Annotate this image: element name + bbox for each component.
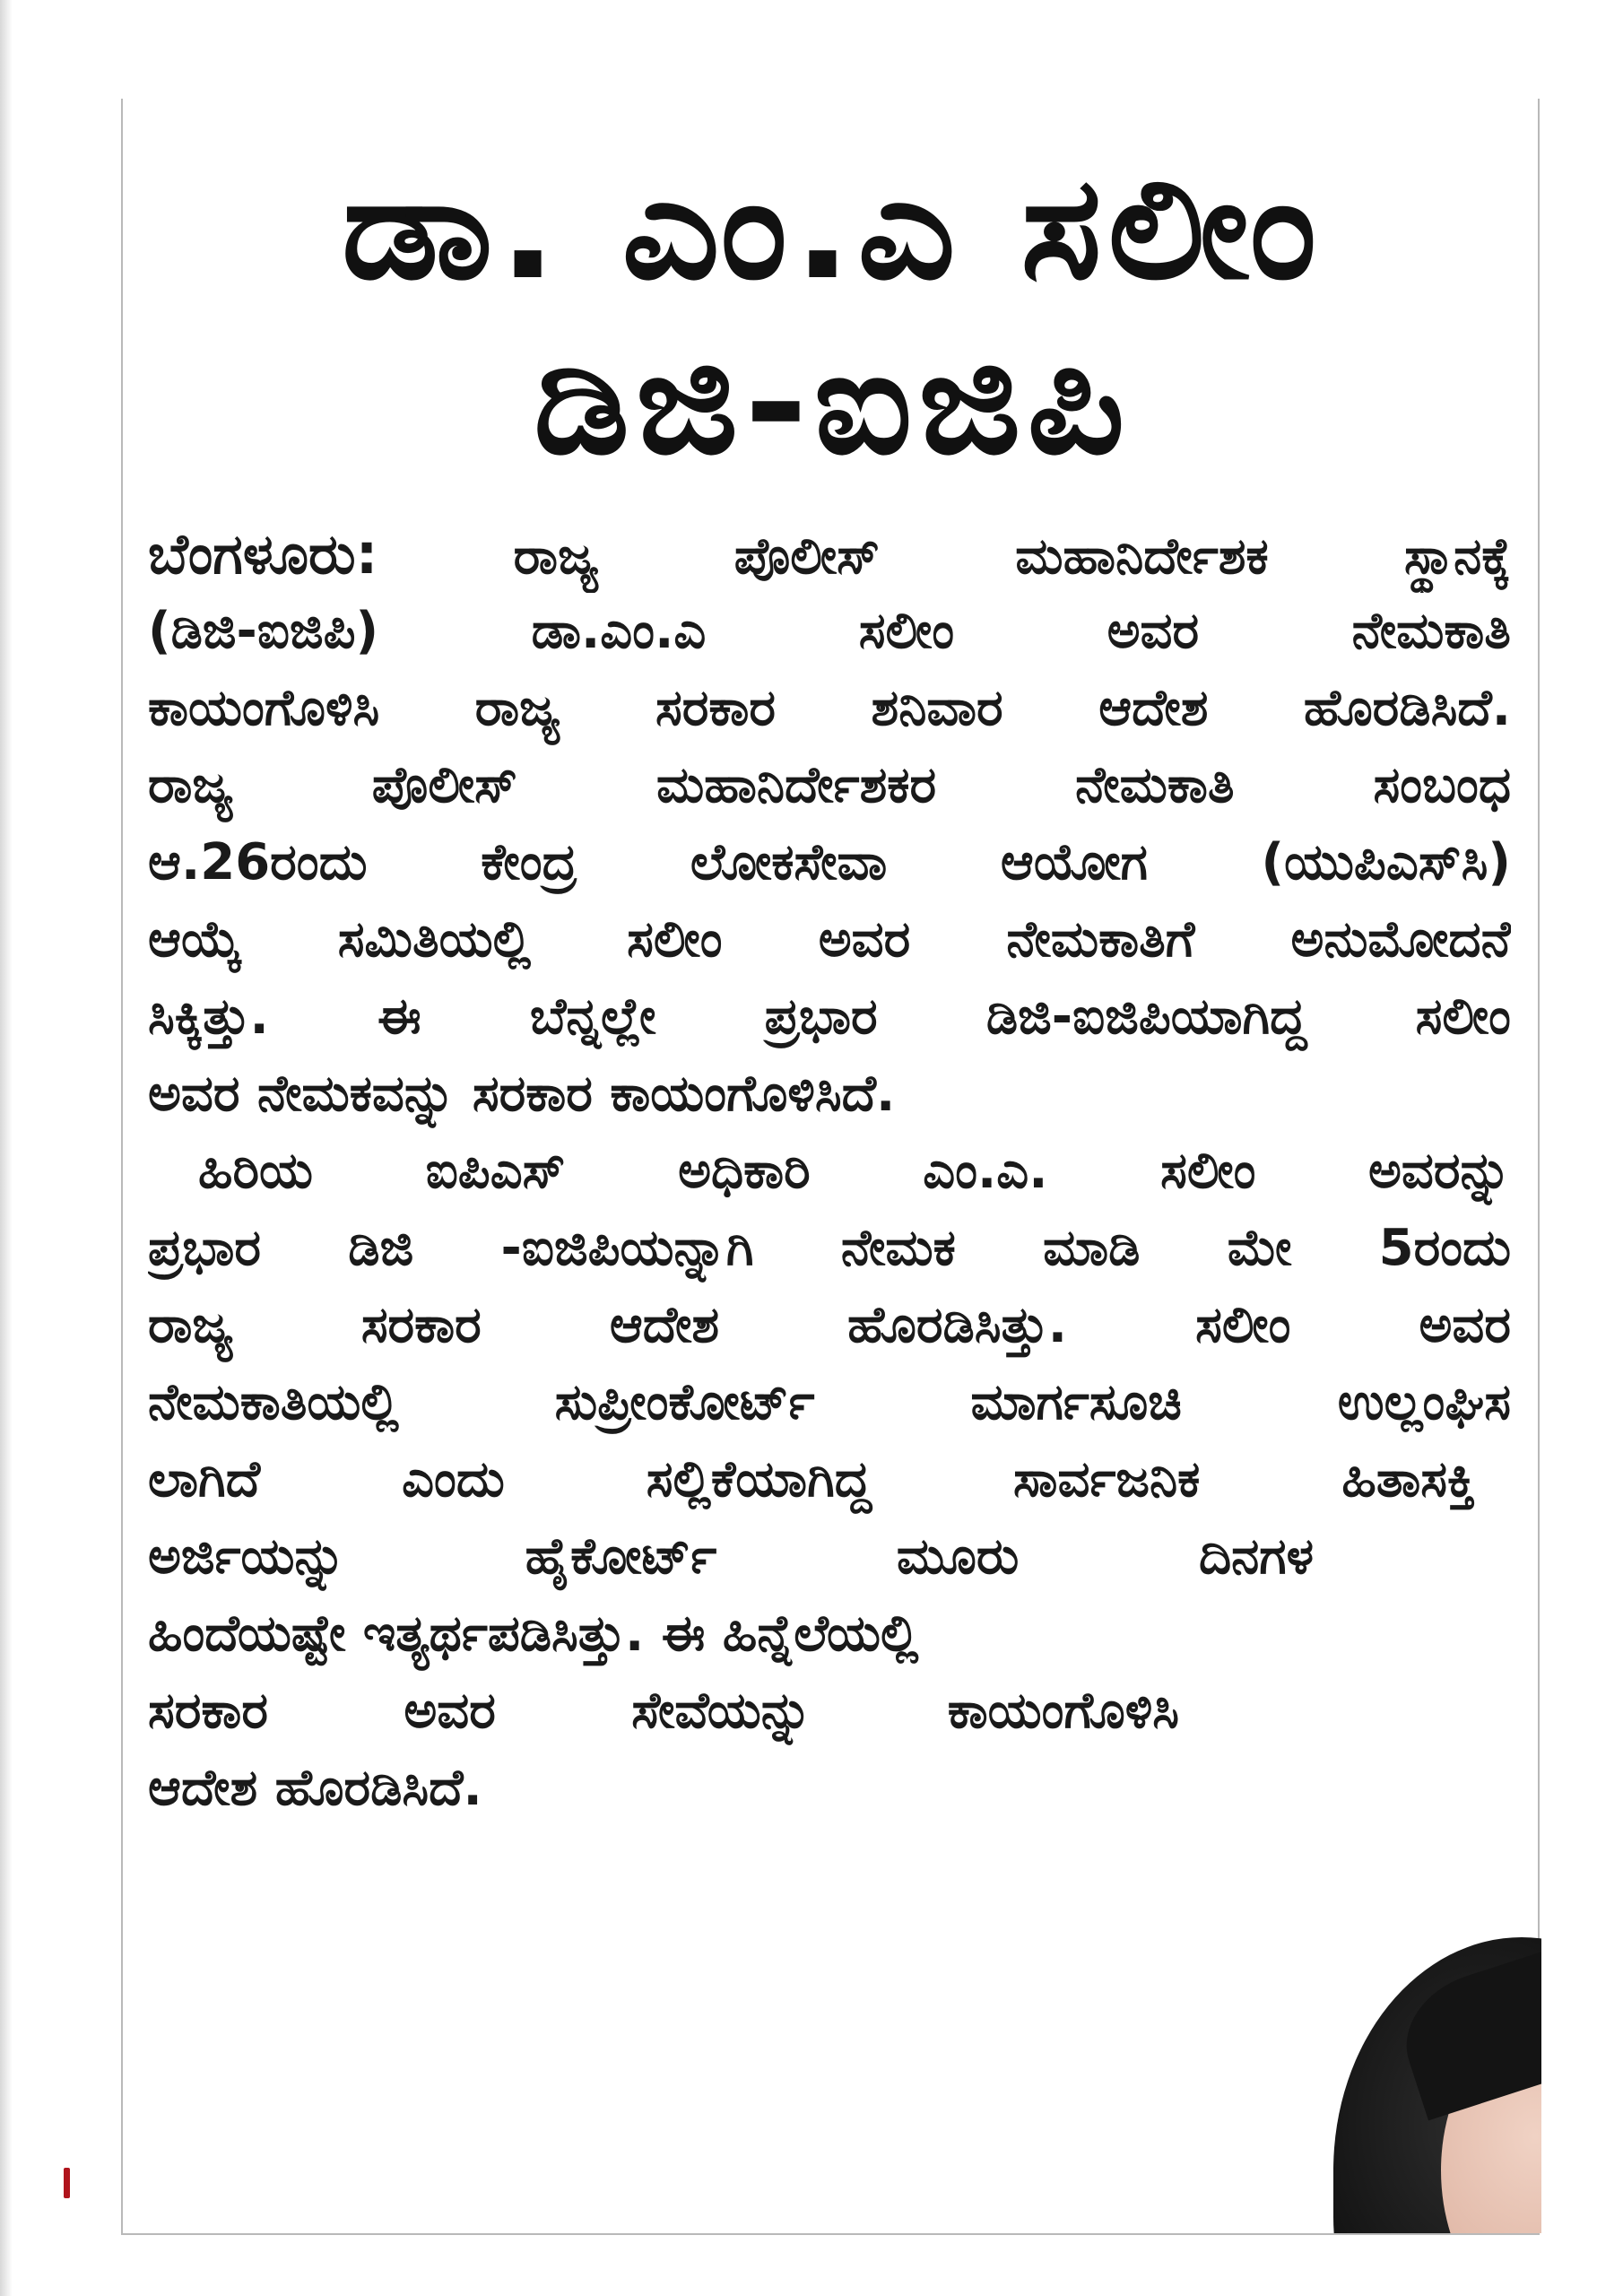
article-line: ಹಿರಿಯ ಐಪಿಎಸ್ ಅಧಿಕಾರಿ ಎಂ.ಎ. ಸಲೀಂ ಅವರನ್ನು [198,1142,1511,1200]
article-line: ನೇಮಕಾತಿಯಲ್ಲಿ ಸುಪ್ರೀಂಕೋರ್ಟ್ ಮಾರ್ಗಸೂಚಿ ಉಲ್ಲಂಘಿಸ [148,1373,1511,1431]
article-line: ಲಾಗಿದೆ ಎಂದು ಸಲ್ಲಿಕೆಯಾಗಿದ್ದ ಸಾರ್ವಜನಿಕ ಹಿತಾಸಕ್ತಿ [148,1450,1475,1509]
headline-line-2: ಡಿಜಿ-ಐಜಿಪಿ [533,321,1132,486]
article-line: ಹಿಂದೆಯಷ್ಟೇ ಇತ್ಯರ್ಥಪಡಿಸಿತ್ತು. ಈ ಹಿನ್ನೆಲೆಯಲ್ಲಿ [148,1605,919,1663]
red-scan-mark [64,2168,70,2198]
article-line: ಆ.26ರಂದು ಕೇಂದ್ರ ಲೋಕಸೇವಾ ಆಯೋಗ (ಯುಪಿಎಸ್‌ಸಿ) [148,833,1511,891]
article-line: ಸಿಕ್ಕಿತ್ತು. ಈ ಬೆನ್ನಲ್ಲೇ ಪ್ರಭಾರ ಡಿಜಿ-ಐಜಿಪಿಯಾಗಿದ್ದ ಸಲೀಂ [148,987,1511,1046]
article-body [148,516,1511,1827]
article-line [148,516,1511,593]
article-line-text: ರಾಜ್ಯ ಪೊಲೀಸ್ ಮಹಾನಿರ್ದೇಶಕ ಸ್ಥಾನಕ್ಕೆ [513,527,1511,586]
article-line: (ಡಿಜಿ-ಐಜಿಪಿ) ಡಾ.ಎಂ.ಎ ಸಲೀಂ ಅವರ ನೇಮಕಾತಿ [148,602,1511,660]
scan-left-edge [0,0,13,2296]
dateline: ಬೆಂಗಳೂರು: [148,521,378,587]
article-line: ರಾಜ್ಯ ಸರಕಾರ ಆದೇಶ ಹೊರಡಿಸಿತ್ತು. ಸಲೀಂ ಅವರ [148,1296,1511,1354]
article-line: ಸರಕಾರ ಅವರ ಸೇವೆಯನ್ನು ಕಾಯಂಗೊಳಿಸಿ [148,1682,1179,1740]
article-line: ಆದೇಶ ಹೊರಡಿಸಿದೆ. [148,1759,482,1817]
article-line: ಪ್ರಭಾರ ಡಿಜಿ -ಐಜಿಪಿಯನ್ನಾಗಿ ನೇಮಕ ಮಾಡಿ ಮೇ 5ರಂದು [148,1219,1511,1277]
article-line: ಅವರ ನೇಮಕವನ್ನು ಸರಕಾರ ಕಾಯಂಗೊಳಿಸಿದೆ. [148,1065,896,1123]
article-line: ಆಯ್ಕೆ ಸಮಿತಿಯಲ್ಲಿ ಸಲೀಂ ಅವರ ನೇಮಕಾತಿಗೆ ಅನುಮೋದನೆ [148,910,1511,969]
article-line: ರಾಜ್ಯ ಪೊಲೀಸ್ ಮಹಾನಿರ್ದೇಶಕರ ನೇಮಕಾತಿ ಸಂಬಂಧ [148,756,1511,814]
portrait-photo [1306,1937,1541,2233]
newspaper-clipping [121,99,1540,2235]
headline-line-1: ಡಾ. ಎಂ.ಎ ಸಲೀಂ [341,146,1324,311]
article-line: ಕಾಯಂಗೊಳಿಸಿ ರಾಜ್ಯ ಸರಕಾರ ಶನಿವಾರ ಆದೇಶ ಹೊರಡಿಸಿದೆ. [148,679,1511,737]
article-line: ಅರ್ಜಿಯನ್ನು ಹೈಕೋರ್ಟ್ ಮೂರು ದಿನಗಳ [148,1527,1314,1586]
